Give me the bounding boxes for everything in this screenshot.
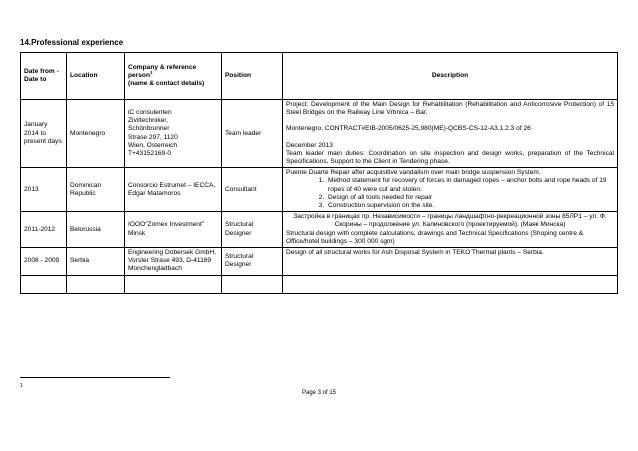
russian-text: Застройка в границах пр. Независимости – границы ландшафтно-рекреационной зоны 85ЛР1 – ул. Ф. Скорины – продолжение ул. Калиновского (проектируемой). (Маяк Минска)	[293, 213, 607, 229]
company-line: Strase 297, 1120	[128, 133, 178, 141]
header-position: Position	[222, 53, 283, 100]
contract-text: Montenegro, CONTRACT#EIB-2005/0625-25,980(ME)-QCBS-CS-12-A3.1.2.3 of 26	[286, 125, 531, 133]
row-position: Consultant	[222, 168, 283, 212]
header-company-sub: (name & contact details)	[128, 80, 205, 88]
list-item: 2. Design of all tools needed for repair	[326, 194, 614, 202]
footnote-marker: 1	[20, 383, 23, 389]
table-row	[21, 248, 618, 276]
table-header-row	[21, 53, 618, 100]
header-location: Location	[67, 53, 125, 100]
row-date: 2008 - 2009	[21, 248, 67, 276]
table-row	[21, 100, 618, 168]
header-date: Date from - Date to	[21, 53, 67, 100]
row-position: Structural Designer	[222, 212, 283, 248]
spacer	[286, 117, 614, 125]
row-location: Serbia	[67, 248, 125, 276]
footnote-divider	[20, 377, 170, 378]
empty-row	[21, 275, 618, 293]
experience-table	[20, 52, 618, 294]
company-line: iC consulenten	[128, 109, 172, 116]
empty-cell	[67, 275, 125, 293]
empty-cell	[283, 275, 618, 293]
section-title: 14.Professional experience	[20, 38, 124, 47]
row-description	[283, 168, 618, 212]
company-line: Ziviltechniker,	[128, 117, 168, 125]
row-description	[283, 212, 618, 248]
row-date: 2013	[21, 168, 67, 212]
row-location: Dominican Republic	[67, 168, 125, 212]
row-company: Engineering Dobersek GmbH, Vorster Strase 493, D-41169 Monchengladbach	[125, 248, 222, 276]
header-company-label: Company & reference person	[128, 63, 197, 79]
row-position: Team leader	[222, 100, 283, 168]
empty-cell	[222, 275, 283, 293]
spacer	[286, 134, 614, 142]
row-date: January 2014 to present days	[21, 100, 67, 168]
row-description: Design of all structural works for Ash Disposal System in TEKO Thermal plants – Serbia.	[283, 248, 618, 276]
table-row	[21, 212, 618, 248]
row-company: Consorcio Estrumet – IECCA, Edgar Matamoros	[125, 168, 222, 212]
table-row	[21, 168, 618, 212]
row-company: IOOO"Zomex Investment" Minsk	[125, 212, 222, 248]
row-date: 2011-2012	[21, 212, 67, 248]
duties-text: Team leader main duties: Coordination on site inspection and design works, preparation of the Technical Specifications, Support to the Client in Tendering phase.	[286, 149, 614, 166]
list-item: 3. Construction supervision on the site.	[326, 202, 614, 210]
intro-text: Puente Duarte Repair after acquisitive vandalism over main bridge suspension System.	[286, 169, 541, 177]
list-item: 1. Method statement for recovery of forces in damaged ropes – anchor bolts and rope heads of 19 ropes of 40 were cut and stolen.	[326, 177, 614, 193]
company-line: Wien, Osterreich	[128, 141, 178, 149]
row-location: Montenegro	[67, 100, 125, 168]
header-description: Description	[283, 53, 618, 100]
header-company	[125, 53, 222, 100]
footnote-reference: 1	[149, 69, 153, 75]
empty-cell	[125, 275, 222, 293]
empty-cell	[21, 275, 67, 293]
row-position: Structural Designer	[222, 248, 283, 276]
company-line: Schönbrunner	[128, 125, 170, 133]
steps-list	[286, 177, 614, 210]
row-description	[283, 100, 618, 168]
row-company	[125, 100, 222, 168]
date-text: December 2013	[286, 141, 333, 149]
design-text: Structural design with complete calculations, drawings and Technical Specifications (Shoping centre & Office/hotel buildings – 300 000 sgm)	[286, 229, 584, 245]
row-location: Belorussia	[67, 212, 125, 248]
page-number: Page 3 of 15	[301, 390, 337, 396]
project-text: Project: Development of the Main Design for Rehabilitation (Rehabilitation and Anticorrosive Protection) of 15 Steel Bridges on the Railway Line Vrbnica – Bar,	[286, 101, 614, 117]
company-line: T+43152169-0	[128, 150, 172, 158]
